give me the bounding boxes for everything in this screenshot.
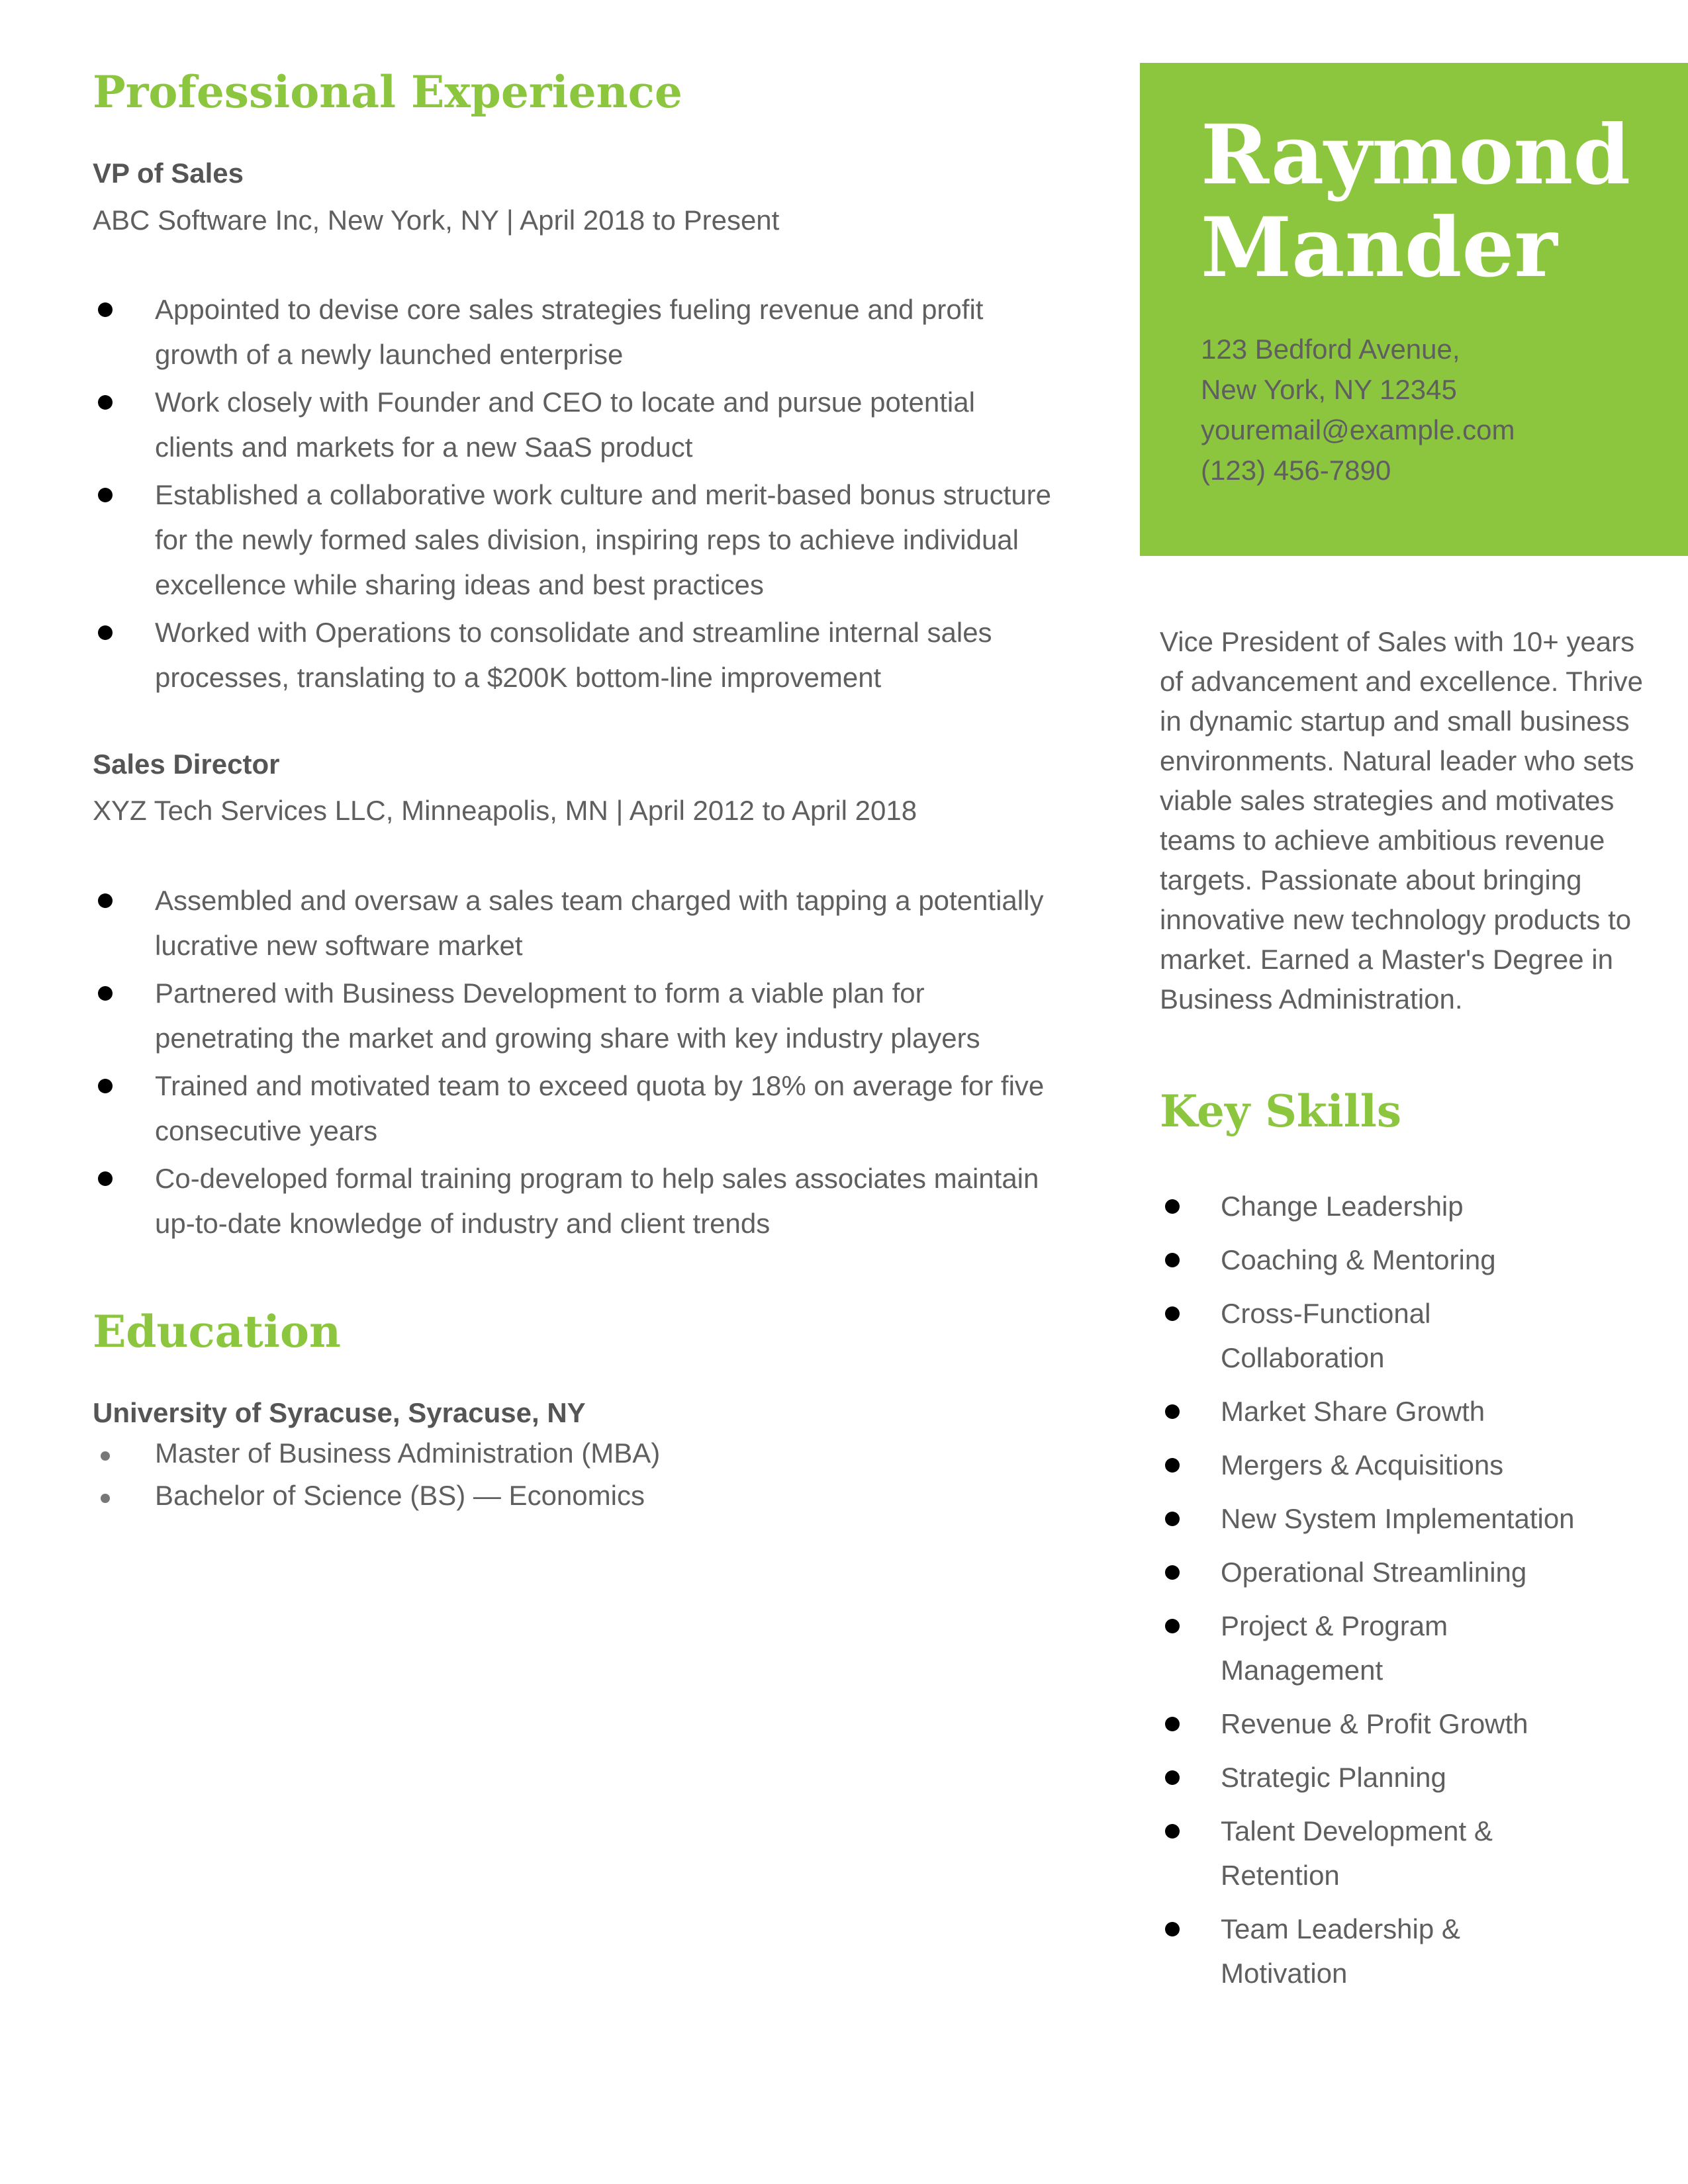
first-name: Raymond [1201,107,1631,203]
list-item: Partnered with Business Development to form a viable plan for penetrating the market and growing share with key industry players [93,971,1059,1061]
bullet-icon [98,625,113,640]
list-item: Bachelor of Science (BS) — Economics [93,1476,1072,1516]
list-item: Established a collaborative work culture and merit-based bonus structure for the newly formed sales division, inspiring reps to achieve individual excellence while sharing ideas and best practices [93,473,1059,608]
last-name: Mander [1201,200,1558,296]
address-line-2: New York, NY 12345 [1201,374,1457,405]
school-name: University of Syracuse, Syracuse, NY [93,1396,586,1428]
bullet-icon [1165,1565,1180,1580]
contact-info [1201,329,1688,490]
bullet-icon [98,1171,113,1186]
skills-list [1160,1184,1676,1995]
list-item: Coaching & Mentoring [1160,1238,1676,1282]
job-title: VP of Sales [93,158,244,189]
address-line-1: 123 Bedford Avenue, [1201,334,1460,365]
job-title: Sales Director [93,748,280,780]
job-entry [93,748,1072,1246]
bullet-icon [98,302,113,317]
list-item: Assembled and oversaw a sales team charged with tapping a potentially lucrative new software market [93,878,1059,968]
bullet-icon [1165,1253,1180,1267]
bullet-icon [1165,1458,1180,1473]
list-item: Appointed to devise core sales strategies fueling revenue and profit growth of a newly launched enterprise [93,287,1059,377]
bullet-icon [1165,1922,1180,1936]
list-item: Worked with Operations to consolidate and streamline internal sales processes, translating to a $200K bottom-line improvement [93,610,1059,700]
bullet-icon [1165,1717,1180,1731]
skills-heading: Key Skills [1160,1085,1401,1137]
main-column [93,66,1072,1516]
job-company-dates: XYZ Tech Services LLC, Minneapolis, MN | April 2012 to April 2018 [93,795,917,827]
list-item: Team Leadership & Motivation [1160,1907,1676,1995]
bullet-icon [98,1079,113,1093]
bullet-icon [101,1451,110,1461]
list-item: Trained and motivated team to exceed quota by 18% on average for five consecutive years [93,1064,1059,1154]
list-item: Cross-Functional Collaboration [1160,1291,1676,1380]
bullet-icon [98,986,113,1001]
job-bullets [93,878,1059,1246]
email: youremail@example.com [1201,414,1515,445]
bullet-icon [98,395,113,410]
bullet-icon [1165,1199,1180,1214]
bullet-icon [1165,1619,1180,1633]
bullet-icon [98,893,113,908]
bullet-icon [1165,1306,1180,1321]
bullet-icon [1165,1512,1180,1526]
bullet-icon [1165,1824,1180,1839]
list-item: Talent Development & Retention [1160,1809,1676,1897]
bullet-icon [1165,1404,1180,1419]
phone: (123) 456-7890 [1201,455,1391,486]
list-item: Market Share Growth [1160,1389,1676,1433]
job-entry [93,157,1072,700]
list-item: Project & Program Management [1160,1604,1676,1692]
degree-list [93,1433,1072,1516]
bullet-icon [1165,1770,1180,1785]
list-item: New System Implementation [1160,1496,1676,1541]
bullet-icon [101,1494,110,1503]
list-item: Work closely with Founder and CEO to locate and pursue potential clients and markets for a new SaaS product [93,380,1059,470]
list-item: Operational Streamlining [1160,1550,1676,1594]
name-header [1140,63,1688,556]
list-item: Mergers & Acquisitions [1160,1443,1676,1487]
list-item: Strategic Planning [1160,1755,1676,1799]
bullet-icon [98,488,113,502]
list-item: Co-developed formal training program to help sales associates maintain up-to-date knowledge of industry and client trends [93,1156,1059,1246]
education-heading: Education [93,1305,341,1357]
summary: Vice President of Sales with 10+ years of advancement and excellence. Thrive in dynamic startup and small business environments. Natural leader who sets viable sales strategies and motivates teams to achieve ambitious revenue targets. Passionate about bringing innovative new technology products to market. Earned a Master's Degree in Business Administration. [1160,626,1643,1015]
side-column [1140,63,1688,1995]
job-bullets [93,287,1059,700]
job-company-dates: ABC Software Inc, New York, NY | April 2018 to Present [93,204,780,236]
experience-heading: Professional Experience [93,66,682,118]
list-item: Master of Business Administration (MBA) [93,1433,1072,1473]
list-item: Revenue & Profit Growth [1160,1702,1676,1746]
list-item: Change Leadership [1160,1184,1676,1228]
